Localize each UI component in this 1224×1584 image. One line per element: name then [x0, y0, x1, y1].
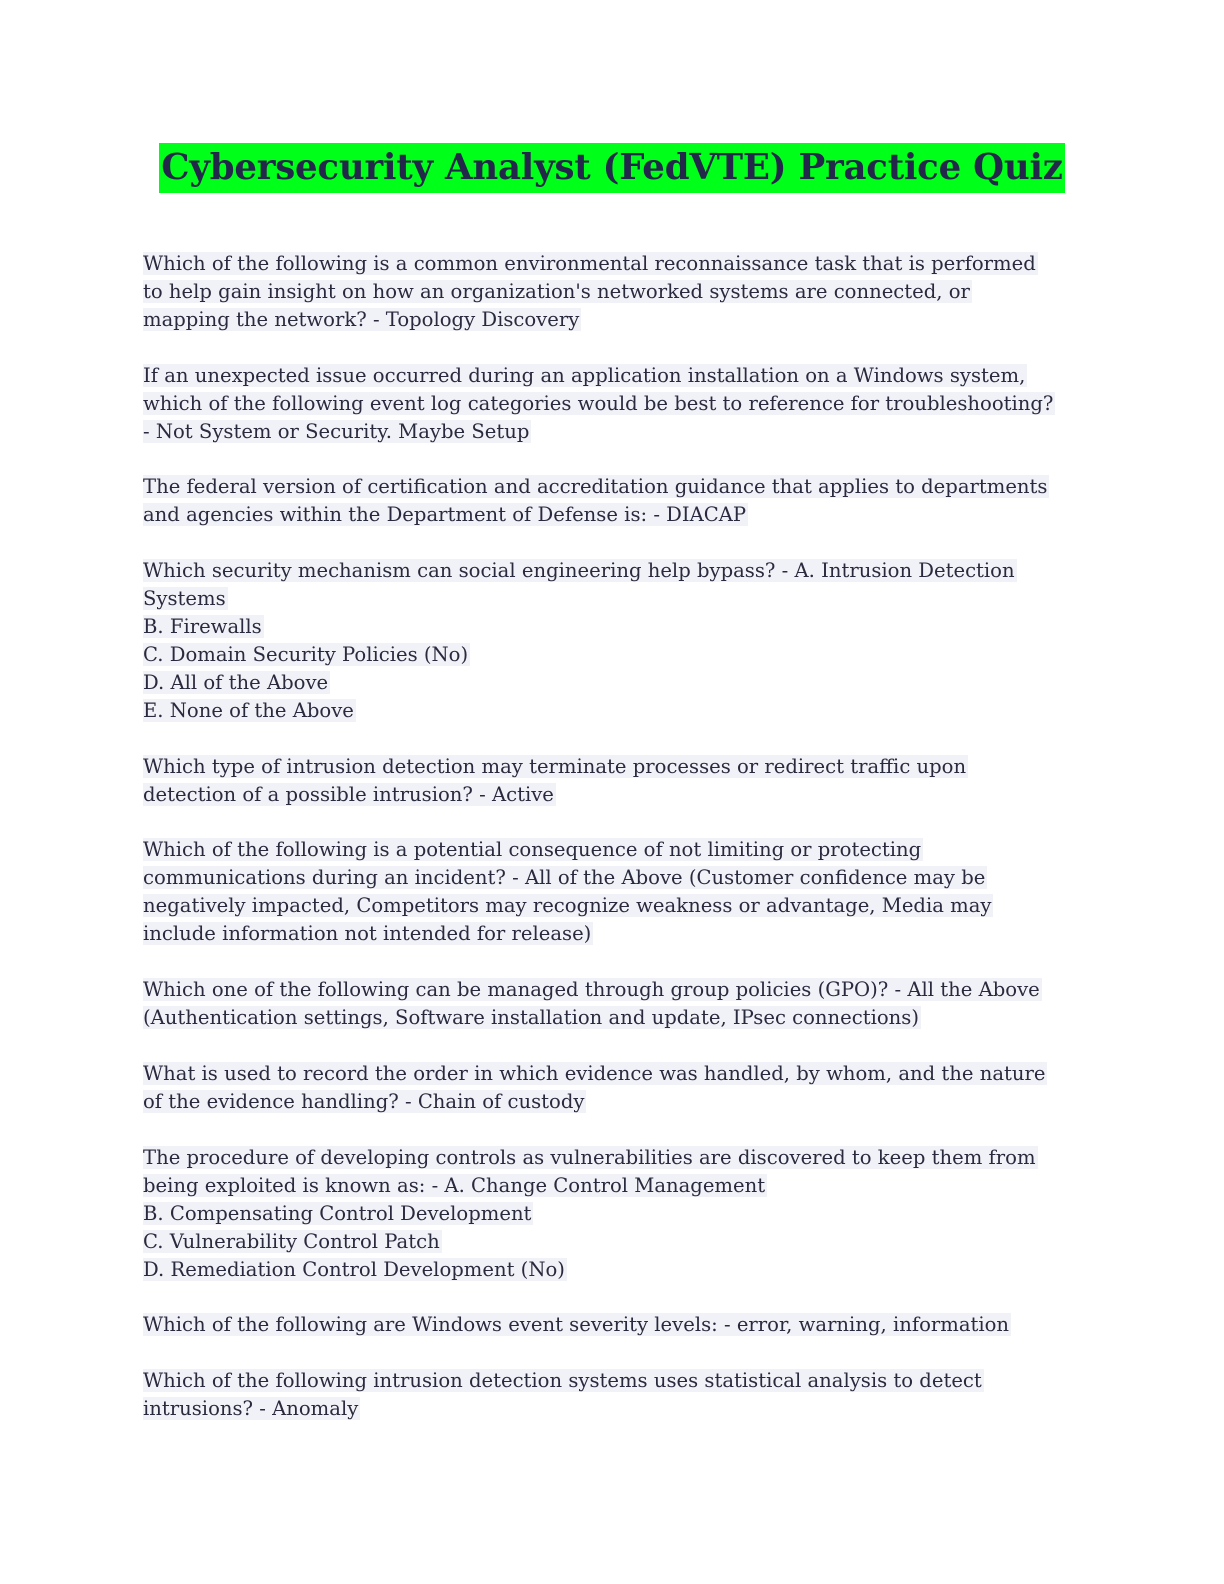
quiz-item — [143, 753, 1073, 809]
quiz-line: Which of the following is a common environmental reconnaissance task that is performed — [143, 252, 1036, 275]
quiz-line: Systems — [143, 587, 226, 611]
quiz-item — [143, 557, 1073, 725]
title-container — [0, 143, 1224, 193]
quiz-line: Which type of intrusion detection may terminate processes or redirect traffic upon — [143, 754, 967, 778]
quiz-line: The procedure of developing controls as vulnerabilities are discovered to keep them from — [143, 1145, 1036, 1169]
quiz-line: to help gain insight on how an organization's networked systems are connected, or — [143, 280, 970, 303]
quiz-line: If an unexpected issue occurred during an application installation on a Windows system, — [143, 363, 1026, 387]
quiz-line: being exploited is known as: - A. Change Control Management — [143, 1173, 766, 1197]
quiz-item — [143, 1367, 1073, 1423]
quiz-line: and agencies within the Department of Defense is: - DIACAP — [143, 503, 747, 527]
quiz-line: B. Compensating Control Development — [143, 1201, 532, 1225]
quiz-line: C. Vulnerability Control Patch — [143, 1229, 440, 1253]
quiz-item — [143, 836, 1073, 948]
quiz-line: intrusions? - Anomaly — [143, 1396, 359, 1420]
quiz-line: Which of the following are Windows event severity levels: - error, warning, information — [143, 1313, 1010, 1337]
quiz-line: Which security mechanism can social engineering help bypass? - A. Intrusion Detection — [143, 559, 1015, 583]
quiz-line: (Authentication settings, Software installation and update, IPsec connections) — [143, 1006, 919, 1030]
quiz-line: of the evidence handling? - Chain of custody — [143, 1089, 585, 1113]
quiz-line: E. None of the Above — [143, 699, 354, 723]
quiz-line: Which of the following is a potential consequence of not limiting or protecting — [143, 838, 922, 862]
quiz-line: Which one of the following can be managed through group policies (GPO)? - All the Above — [143, 978, 1040, 1002]
quiz-line: negatively impacted, Competitors may recognize weakness or advantage, Media may — [143, 894, 992, 918]
quiz-item — [143, 1060, 1073, 1116]
quiz-content — [143, 250, 1073, 1451]
quiz-line: detection of a possible intrusion? - Active — [143, 782, 554, 806]
quiz-line: which of the following event log categories would be best to reference for troubleshooting? — [143, 391, 1054, 415]
quiz-line: B. Firewalls — [143, 615, 262, 639]
quiz-line: D. Remediation Control Development (No) — [143, 1257, 565, 1281]
page-title: Cybersecurity Analyst (FedVTE) Practice Quiz — [159, 143, 1064, 193]
quiz-line: The federal version of certification and accreditation guidance that applies to departments — [143, 475, 1048, 499]
quiz-item — [143, 362, 1073, 446]
quiz-line: include information not intended for release) — [143, 922, 592, 946]
quiz-item — [143, 1144, 1073, 1284]
quiz-line: communications during an incident? - All of the Above (Customer confidence may be — [143, 866, 986, 890]
quiz-line: Which of the following intrusion detection systems uses statistical analysis to detect — [143, 1368, 982, 1392]
quiz-item — [143, 473, 1073, 529]
quiz-line: C. Domain Security Policies (No) — [143, 643, 469, 667]
quiz-item — [143, 1311, 1073, 1339]
quiz-line: mapping the network? - Topology Discovery — [143, 308, 580, 331]
quiz-line: - Not System or Security. Maybe Setup — [143, 419, 530, 443]
quiz-line: D. All of the Above — [143, 671, 329, 695]
quiz-item — [143, 250, 1073, 334]
quiz-item — [143, 976, 1073, 1032]
quiz-line: What is used to record the order in which evidence was handled, by whom, and the nature — [143, 1061, 1046, 1085]
